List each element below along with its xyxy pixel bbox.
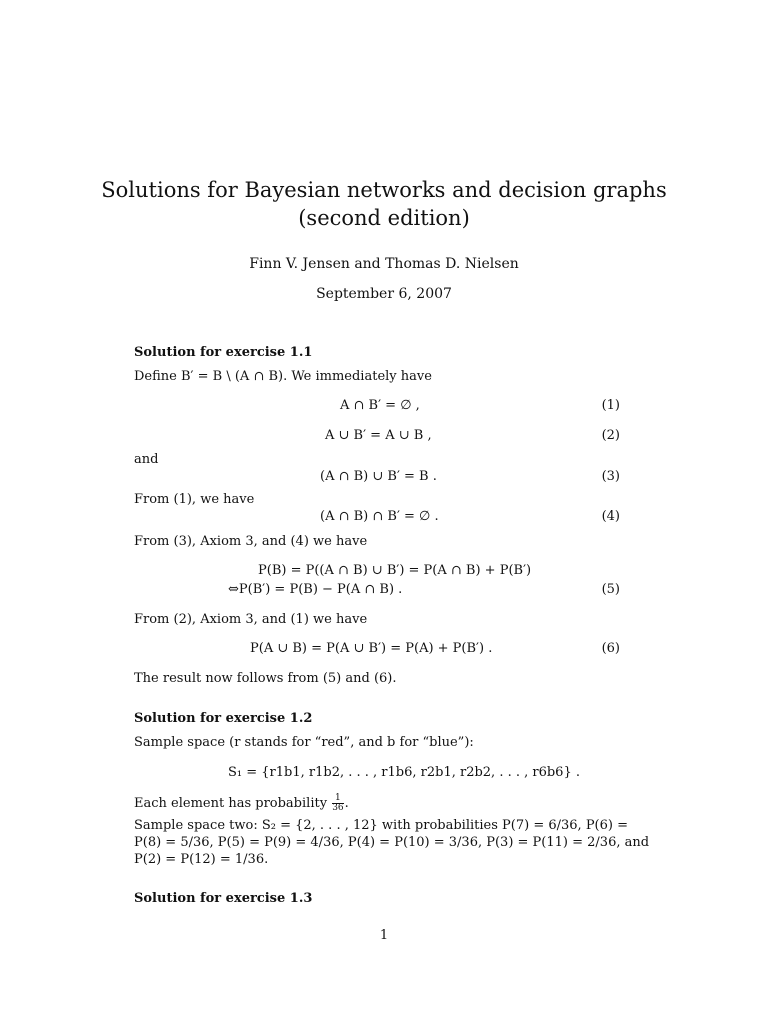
paragraph-each-element: Each element has probability $\frac{1}{36}$ . [134,793,349,813]
paper-title-line2: (second edition) [298,206,470,230]
section-heading-1-2: Solution for exercise 1.2 [134,711,313,726]
paragraph-sample-space-two-line1: Sample space two: S₂ = {2, . . . , 12} with probabilities P(7) = 6/36, P(6) = [134,818,628,833]
equation-5a: P(B) = P((A ∩ B) ∪ B′) = P(A ∩ B) + P(B′) [258,563,532,578]
paragraph-sample-space-two-line3: P(2) = P(12) = 1/36. [134,852,269,867]
paper-title-line1: Solutions for Bayesian networks and decision graphs [101,178,667,202]
equation-number-1: (1) [601,398,620,413]
page-number: 1 [379,928,389,943]
paragraph-sample-space-two-line2: P(8) = 5/36, P(5) = P(9) = 4/36, P(4) = P(10) = 3/36, P(3) = P(11) = 2/36, and [134,835,650,850]
equation-number-2: (2) [601,428,620,443]
date: September 6, 2007 [316,286,452,302]
equation-number-4: (4) [601,509,620,524]
equation-3: (A ∩ B) ∪ B′ = B . [320,469,437,484]
paragraph-sample-space: Sample space (r stands for “red”, and b for “blue”): [134,735,474,750]
paragraph-from-3: From (3), Axiom 3, and (4) we have [134,534,368,549]
equation-number-5: (5) [601,582,620,597]
paragraph-and: and [134,452,159,467]
paragraph-result: The result now follows from (5) and (6). [134,671,397,686]
paragraph-from-2: From (2), Axiom 3, and (1) we have [134,612,368,627]
fraction-1-36: $\frac{1}{36}$ [332,793,344,813]
equation-number-6: (6) [601,641,620,656]
equation-2: A ∪ B′ = A ∪ B , [325,428,432,443]
equation-number-3: (3) [601,469,620,484]
authors: Finn V. Jensen and Thomas D. Nielsen [249,256,519,272]
equation-6: P(A ∪ B) = P(A ∪ B′) = P(A) + P(B′) . [250,641,493,656]
equation-s1: S₁ = {r1b1, r1b2, . . . , r1b6, r2b1, r2b2, . . . , r6b6} . [228,765,580,780]
paragraph-define: Define B′ = B \ (A ∩ B). We immediately have [134,369,432,384]
equation-1: A ∩ B′ = ∅ , [340,398,420,413]
section-heading-1-3: Solution for exercise 1.3 [134,891,313,906]
section-heading-1-1: Solution for exercise 1.1 [134,345,313,360]
each-element-text: Each element has probability [134,796,328,811]
paragraph-from-1: From (1), we have [134,492,255,507]
equation-4: (A ∩ B) ∩ B′ = ∅ . [320,509,439,524]
equation-5b: ⇔P(B′) = P(B) − P(A ∩ B) . [228,582,403,597]
